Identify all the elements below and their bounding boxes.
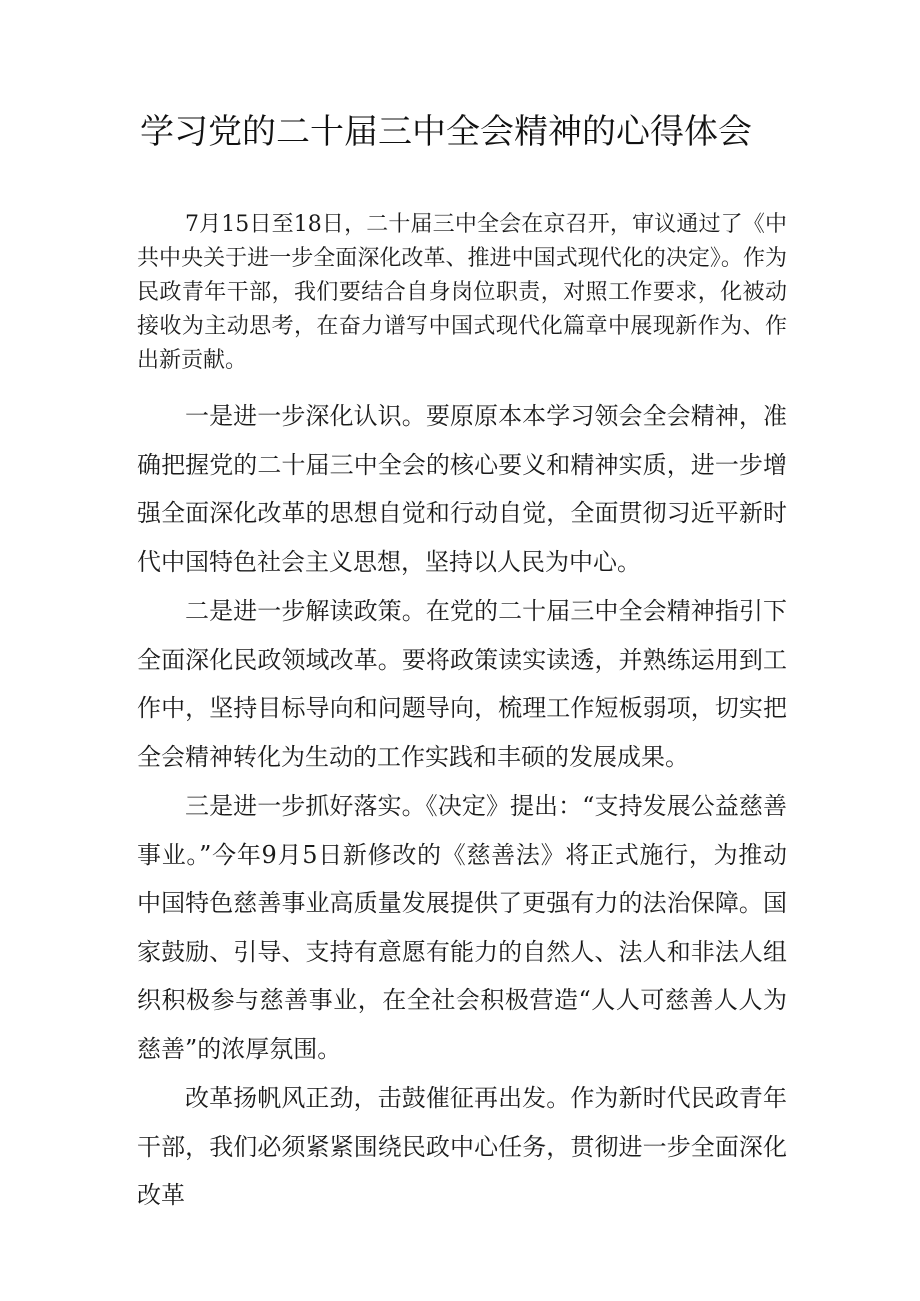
paragraph-conclusion: 改革扬帆风正劲，击鼓催征再出发。作为新时代民政青年干部，我们必须紧紧围绕民政中心任务，贯彻进一步全面深化改革 [137,1084,787,1209]
document-body [137,208,787,1220]
document-title: 学习党的二十届三中全会精神的心得体会 [140,112,752,152]
paragraph-interpret-policy: 二是进一步解读政策。在党的二十届三中全会精神指引下全面深化民政领域改革。要将政策读实读透，并熟练运用到工作中，坚持目标导向和问题导向，梳理工作短板弱项，切实把全会精神转化为生动的工作实践和丰硕的发展成果。 [137,597,787,771]
paragraph-intro: 7月15日至18日，二十届三中全会在京召开，审议通过了《中共中央关于进一步全面深化改革、推进中国式现代化的决定》。作为民政青年干部，我们要结合自身岗位职责，对照工作要求，化被动接收为主动思考，在奋力谱写中国式现代化篇章中展现新作为、作出新贡献。 [137,212,787,373]
paragraph-deepen-understanding: 一是进一步深化认识。要原原本本学习领会全会精神，准确把握党的二十届三中全会的核心要义和精神实质，进一步增强全面深化改革的思想自觉和行动自觉，全面贯彻习近平新时代中国特色社会主义思想，坚持以人民为中心。 [137,402,787,576]
paragraph-implementation: 三是进一步抓好落实。《决定》提出：“支持发展公益慈善事业。”今年9月5日新修改的《慈善法》将正式施行，为推动中国特色慈善事业高质量发展提供了更强有力的法治保障。国家鼓励、引导、支持有意愿有能力的自然人、法人和非法人组织积极参与慈善事业，在全社会积极营造“人人可慈善人人为慈善”的浓厚氛围。 [137,792,787,1063]
